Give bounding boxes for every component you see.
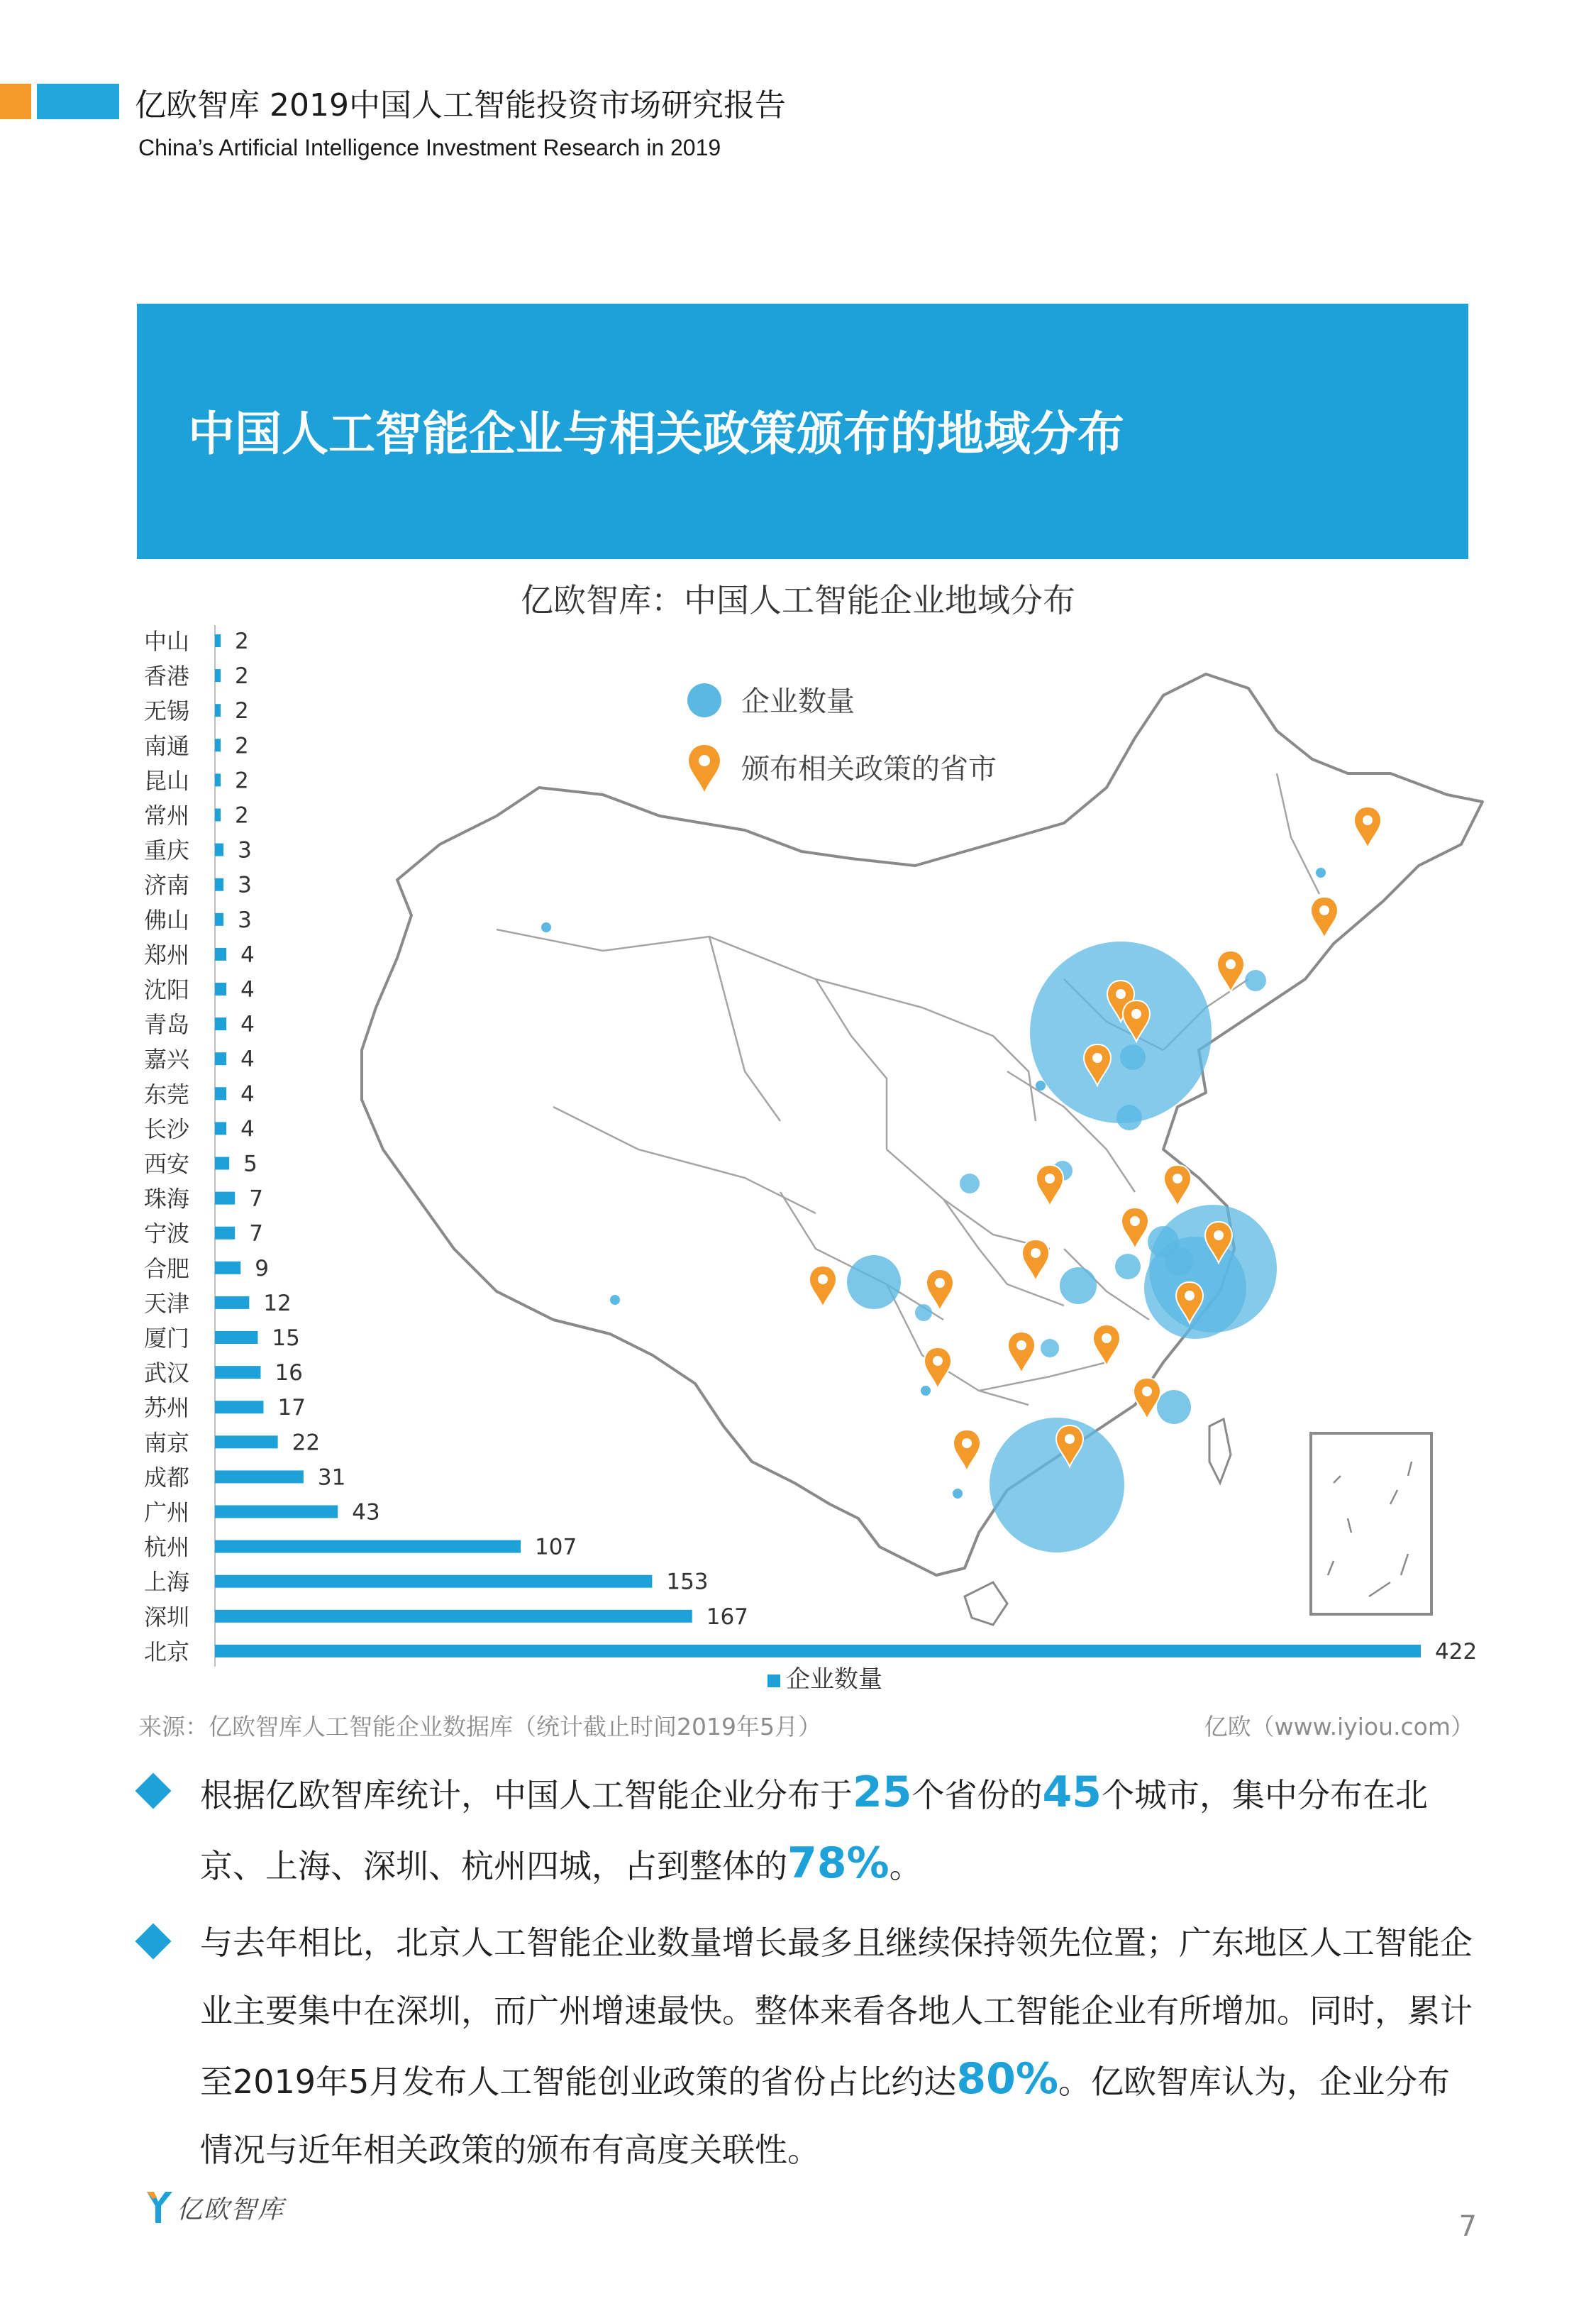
taiwan-island bbox=[1209, 1419, 1231, 1483]
bubble-hefei bbox=[1115, 1254, 1141, 1279]
bar bbox=[215, 809, 221, 822]
bubble-small-2 bbox=[610, 1295, 620, 1305]
bar-value-label: 167 bbox=[706, 1604, 748, 1630]
source-website: 亿欧（www.iyiou.com） bbox=[1204, 1713, 1474, 1740]
bar-value-label: 3 bbox=[238, 907, 252, 933]
bar-category-label: 杭州 bbox=[143, 1533, 189, 1561]
p1-text-2: 个省份的 bbox=[911, 1776, 1043, 1814]
legend-pin-label: 颁布相关政策的省市 bbox=[741, 753, 997, 785]
p2-highlight-policy: 80% bbox=[956, 2054, 1058, 2104]
p2-text-2: 。亿欧智库认为，企业分布情况与近年相关政策的颁布有高度关联性。 bbox=[200, 2063, 1450, 2169]
bar-category-label: 青岛 bbox=[143, 1011, 189, 1039]
bar bbox=[215, 913, 223, 926]
company-bubbles bbox=[541, 868, 1326, 1552]
bar-value-label: 153 bbox=[666, 1569, 709, 1595]
bar-value-label: 3 bbox=[238, 837, 252, 864]
bar-value-label: 4 bbox=[240, 1012, 255, 1038]
p1-highlight-provinces: 25 bbox=[853, 1767, 912, 1817]
bar-category-label: 西安 bbox=[143, 1150, 189, 1178]
policy-pin bbox=[1134, 1378, 1160, 1419]
bar-value-label: 2 bbox=[235, 663, 249, 690]
bar-value-label: 107 bbox=[535, 1534, 577, 1560]
bar-category-label: 广州 bbox=[143, 1499, 189, 1526]
bar bbox=[215, 1122, 226, 1135]
bar-category-label: 无锡 bbox=[143, 697, 189, 725]
bar-category-label: 成都 bbox=[143, 1464, 189, 1491]
chart-title: 亿欧智库：中国人工智能企业地域分布 bbox=[521, 581, 1075, 619]
policy-pin bbox=[1311, 897, 1338, 938]
bar bbox=[215, 1470, 304, 1483]
bar-value-label: 2 bbox=[235, 698, 249, 724]
bar-category-label: 长沙 bbox=[143, 1115, 189, 1143]
bar bbox=[215, 773, 221, 786]
bar-value-label: 9 bbox=[255, 1255, 269, 1281]
bar bbox=[215, 1366, 260, 1379]
bar-category-label: 昆山 bbox=[143, 767, 189, 795]
page-number: 7 bbox=[1458, 2210, 1477, 2243]
source-note: 来源：亿欧智库人工智能企业数据库（统计截止时间2019年5月） bbox=[138, 1713, 821, 1740]
header-accent-blue bbox=[37, 84, 119, 119]
bar bbox=[215, 1575, 652, 1588]
policy-pin bbox=[1022, 1240, 1049, 1281]
bar-category-label: 香港 bbox=[143, 663, 189, 690]
policy-pin bbox=[1354, 807, 1381, 848]
bar bbox=[215, 878, 223, 891]
bar-category-label: 北京 bbox=[143, 1638, 189, 1665]
bar bbox=[215, 1435, 278, 1448]
bubble-chengdu bbox=[847, 1255, 901, 1309]
bullet-2 bbox=[135, 1924, 172, 1960]
bar-category-label: 常州 bbox=[143, 802, 189, 829]
section-banner bbox=[137, 304, 1468, 559]
bar-category-label: 沈阳 bbox=[143, 976, 189, 1003]
chart-area bbox=[0, 610, 1596, 1696]
bubble-xiamen bbox=[1157, 1390, 1191, 1424]
p1-highlight-cities: 45 bbox=[1042, 1767, 1102, 1817]
bar bbox=[215, 1017, 226, 1030]
bar-value-label: 2 bbox=[235, 629, 249, 654]
bar-category-label: 重庆 bbox=[143, 837, 189, 864]
bar-value-label: 7 bbox=[249, 1186, 263, 1212]
bar bbox=[215, 1157, 229, 1170]
bar bbox=[215, 1506, 338, 1518]
bubble-small-1 bbox=[541, 922, 551, 932]
paragraph-2 bbox=[200, 1909, 1477, 2184]
china-map bbox=[362, 674, 1483, 1625]
bar bbox=[215, 634, 221, 647]
bar bbox=[215, 1227, 235, 1240]
bar bbox=[215, 739, 221, 751]
bar-value-label: 7 bbox=[249, 1220, 263, 1247]
bar-value-label: 3 bbox=[238, 872, 252, 898]
bar bbox=[215, 1645, 1421, 1657]
header-title-cn: 亿欧智库 2019中国人工智能投资市场研究报告 bbox=[135, 87, 786, 123]
p1-text-3: 个城市，集中分布在北京、上海、深圳、杭州四城，占到整体的 bbox=[200, 1776, 1428, 1885]
bar bbox=[215, 1540, 521, 1553]
policy-pin bbox=[926, 1269, 953, 1311]
bubble-qingdao bbox=[1116, 1105, 1142, 1130]
p2-text-1: 与去年相比，北京人工智能企业数量增长最多且继续保持领先位置；广东地区人工智能企业主要集中在深圳，而广州增速最快。整体来看各地人工智能企业有所增加。同时，累计至2019年5月发布人工智能创业政策的省份占比约达 bbox=[200, 1924, 1473, 2101]
bar-category-label: 郑州 bbox=[143, 941, 189, 969]
bar-category-label: 深圳 bbox=[143, 1603, 189, 1631]
bar-value-label: 22 bbox=[292, 1430, 321, 1456]
bar-value-label: 15 bbox=[272, 1325, 300, 1351]
footer-logo bbox=[145, 2189, 284, 2226]
bar-category-label: 武汉 bbox=[143, 1359, 189, 1387]
bubble-changsha bbox=[1041, 1339, 1059, 1357]
bar-category-label: 中山 bbox=[143, 628, 189, 655]
bubble-beijing bbox=[1030, 942, 1212, 1123]
bar-value-label: 422 bbox=[1435, 1638, 1478, 1665]
bar bbox=[215, 1052, 226, 1065]
bar-category-label: 珠海 bbox=[143, 1185, 189, 1213]
bar-value-label: 43 bbox=[352, 1499, 380, 1526]
bar-category-label: 合肥 bbox=[143, 1254, 189, 1282]
bar bbox=[215, 1262, 240, 1274]
bar bbox=[215, 948, 226, 961]
bar-value-label: 4 bbox=[240, 1047, 255, 1073]
map-legend bbox=[687, 683, 997, 792]
bar bbox=[215, 1192, 235, 1205]
logo-text: 亿欧智库 bbox=[177, 2195, 285, 2224]
south-china-sea-inset bbox=[1311, 1433, 1431, 1614]
section-title: 中国人工智能企业与相关政策颁布的地域分布 bbox=[188, 407, 1124, 461]
bar-category-label: 天津 bbox=[143, 1289, 189, 1317]
policy-pin bbox=[924, 1347, 951, 1389]
bubble-small-5 bbox=[953, 1489, 963, 1499]
bar-value-label: 5 bbox=[243, 1151, 257, 1177]
bubble-small-3 bbox=[1316, 868, 1326, 878]
bar-value-label: 4 bbox=[240, 977, 255, 1003]
p1-highlight-share: 78% bbox=[787, 1838, 890, 1888]
bar bbox=[215, 669, 221, 682]
bar-value-label: 16 bbox=[275, 1360, 303, 1386]
bubble-xian bbox=[960, 1174, 980, 1193]
legend-bubble-label: 企业数量 bbox=[741, 685, 855, 718]
bubble-wuhan bbox=[1060, 1267, 1097, 1304]
bar bbox=[215, 1610, 692, 1623]
p1-text-4: 。 bbox=[889, 1847, 922, 1885]
bar-category-label: 佛山 bbox=[143, 906, 189, 934]
hainan-island bbox=[965, 1582, 1007, 1625]
bar-legend bbox=[767, 1665, 882, 1694]
bar-category-label: 东莞 bbox=[143, 1081, 189, 1108]
bubble-small-4 bbox=[921, 1386, 931, 1396]
bar-category-label: 南通 bbox=[143, 732, 189, 760]
bar bbox=[215, 704, 221, 717]
bubble-suzhou bbox=[1165, 1247, 1193, 1276]
policy-pin bbox=[1036, 1165, 1063, 1206]
bar-value-label: 2 bbox=[235, 768, 249, 794]
bar-value-label: 4 bbox=[240, 1081, 255, 1108]
logo-mark-icon bbox=[145, 2189, 174, 2226]
bar-category-label: 上海 bbox=[143, 1568, 189, 1596]
bar bbox=[215, 983, 226, 995]
bubble-small-6 bbox=[1036, 1081, 1046, 1091]
bar-category-label: 宁波 bbox=[143, 1220, 189, 1247]
policy-pin bbox=[1093, 1325, 1120, 1366]
bar-value-label: 2 bbox=[235, 733, 249, 759]
bubble-shenyang bbox=[1245, 970, 1266, 991]
policy-pin bbox=[1121, 1208, 1148, 1249]
bar-value-label: 4 bbox=[240, 1116, 255, 1142]
bar-category-label: 南京 bbox=[143, 1429, 189, 1457]
legend-pin-icon bbox=[689, 745, 720, 792]
bar bbox=[215, 1331, 257, 1344]
policy-pin bbox=[1164, 1165, 1191, 1206]
bar-value-label: 2 bbox=[235, 802, 249, 829]
bubble-tianjin bbox=[1120, 1044, 1146, 1070]
bar-value-label: 4 bbox=[240, 942, 255, 968]
legend-bubble-icon bbox=[687, 683, 721, 717]
bar bbox=[215, 1296, 249, 1309]
bar bbox=[215, 844, 223, 856]
bar-value-label: 31 bbox=[317, 1464, 346, 1491]
p1-text-1: 根据亿欧智库统计，中国人工智能企业分布于 bbox=[200, 1776, 853, 1814]
bar-legend-swatch bbox=[767, 1675, 780, 1687]
bar-value-label: 17 bbox=[277, 1395, 306, 1421]
paragraph-1 bbox=[200, 1758, 1477, 1900]
bar-legend-label: 企业数量 bbox=[786, 1665, 882, 1694]
bar bbox=[215, 1401, 263, 1413]
bubble-chongqing bbox=[915, 1304, 932, 1321]
bar-category-label: 厦门 bbox=[143, 1325, 189, 1352]
bar-category-label: 嘉兴 bbox=[143, 1046, 189, 1074]
policy-pin bbox=[809, 1266, 836, 1307]
bar-category-label: 济南 bbox=[143, 871, 189, 899]
policy-pin bbox=[1008, 1332, 1035, 1373]
header-title-en: China’s Artificial Intelligence Investment Research in 2019 bbox=[138, 135, 721, 160]
header-accent-orange bbox=[0, 84, 31, 119]
bar bbox=[215, 1087, 226, 1100]
bullet-1 bbox=[135, 1773, 172, 1809]
bar-category-label: 苏州 bbox=[143, 1394, 189, 1422]
bar-value-label: 12 bbox=[263, 1290, 292, 1316]
policy-pin bbox=[953, 1430, 980, 1471]
